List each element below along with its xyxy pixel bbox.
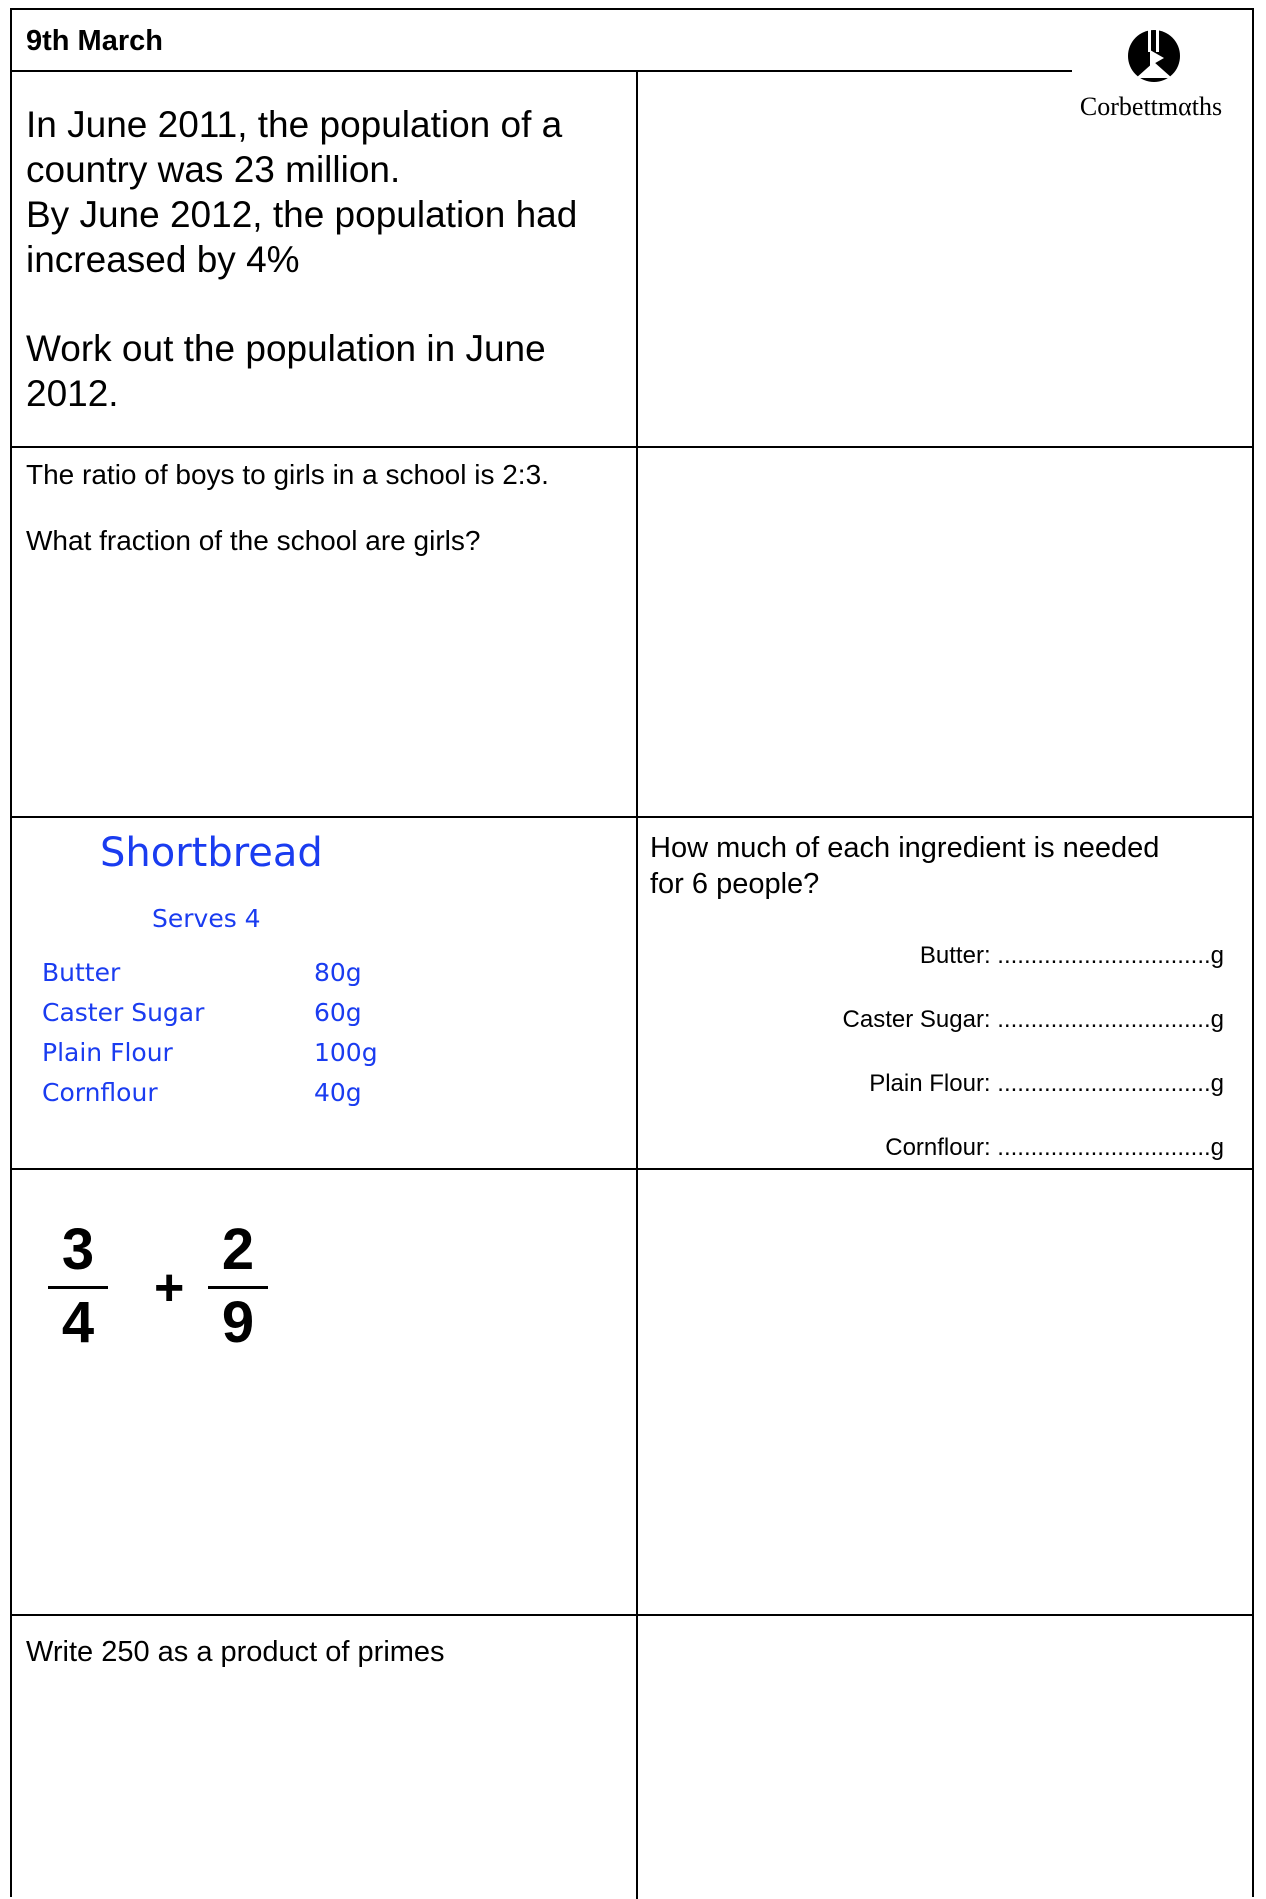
corbettmaths-logo — [1066, 26, 1236, 136]
row-divider-4 — [12, 1614, 1252, 1616]
ingredient-name: Caster Sugar — [42, 998, 205, 1027]
question-population — [26, 102, 626, 416]
answer-line-plain-flour[interactable]: Plain Flour: ................................g — [869, 1070, 1224, 1097]
question-text-line: How much of each ingredient is needed — [650, 832, 1160, 864]
ingredient-name: Plain Flour — [42, 1038, 173, 1067]
question-scaling — [650, 830, 1240, 1166]
question-text-line: country was 23 million. — [26, 149, 401, 190]
question-fraction-addition — [48, 1218, 348, 1358]
column-divider — [636, 72, 638, 1899]
recipe-title: Shortbread — [100, 830, 323, 876]
row-divider-2 — [12, 816, 1252, 818]
denominator: 9 — [221, 1290, 255, 1355]
denominator: 4 — [61, 1290, 95, 1355]
ingredient-quantity: 60g — [314, 998, 362, 1027]
ingredient-quantity: 80g — [314, 958, 362, 987]
header-bar — [12, 10, 1072, 72]
date-title: 9th March — [26, 25, 163, 57]
question-text-line: 2012. — [26, 373, 119, 414]
fraction-1 — [48, 1218, 108, 1355]
fraction-bar — [48, 1286, 108, 1289]
question-text-line: In June 2011, the population of a — [26, 104, 563, 145]
answer-line-cornflour[interactable]: Cornflour: ................................g — [885, 1134, 1224, 1161]
logo-text: Corbettmαths — [1079, 92, 1223, 121]
ingredient-name: Cornflour — [42, 1078, 158, 1107]
ingredient-quantity: 100g — [314, 1038, 378, 1067]
question-text-line: What fraction of the school are girls? — [26, 525, 481, 556]
question-text-line: Write 250 as a product of primes — [26, 1636, 445, 1668]
question-text-line: By June 2012, the population had — [26, 194, 578, 235]
row-divider-1 — [12, 446, 1252, 448]
plus-operator: + — [154, 1259, 185, 1317]
question-text-line: The ratio of boys to girls in a school is 2:3. — [26, 459, 549, 490]
numerator: 2 — [221, 1217, 255, 1282]
question-ratio — [26, 458, 626, 558]
answer-line-caster-sugar[interactable]: Caster Sugar: ................................g — [842, 1006, 1224, 1033]
question-text-line: for 6 people? — [650, 868, 820, 900]
row-divider-3 — [12, 1168, 1252, 1170]
question-text-line: increased by 4% — [26, 239, 300, 280]
fraction-bar — [208, 1286, 268, 1289]
numerator: 3 — [61, 1217, 95, 1282]
fraction-2 — [208, 1218, 268, 1355]
recipe-serves: Serves 4 — [152, 904, 261, 933]
question-text-line: Work out the population in June — [26, 328, 546, 369]
answer-line-butter[interactable]: Butter: ................................g — [919, 942, 1224, 969]
worksheet — [10, 8, 1254, 1897]
ingredient-name: Butter — [42, 958, 121, 987]
ingredient-quantity: 40g — [314, 1078, 362, 1107]
question-primes — [26, 1636, 626, 1669]
corbettmaths-logo-icon — [1126, 26, 1182, 86]
